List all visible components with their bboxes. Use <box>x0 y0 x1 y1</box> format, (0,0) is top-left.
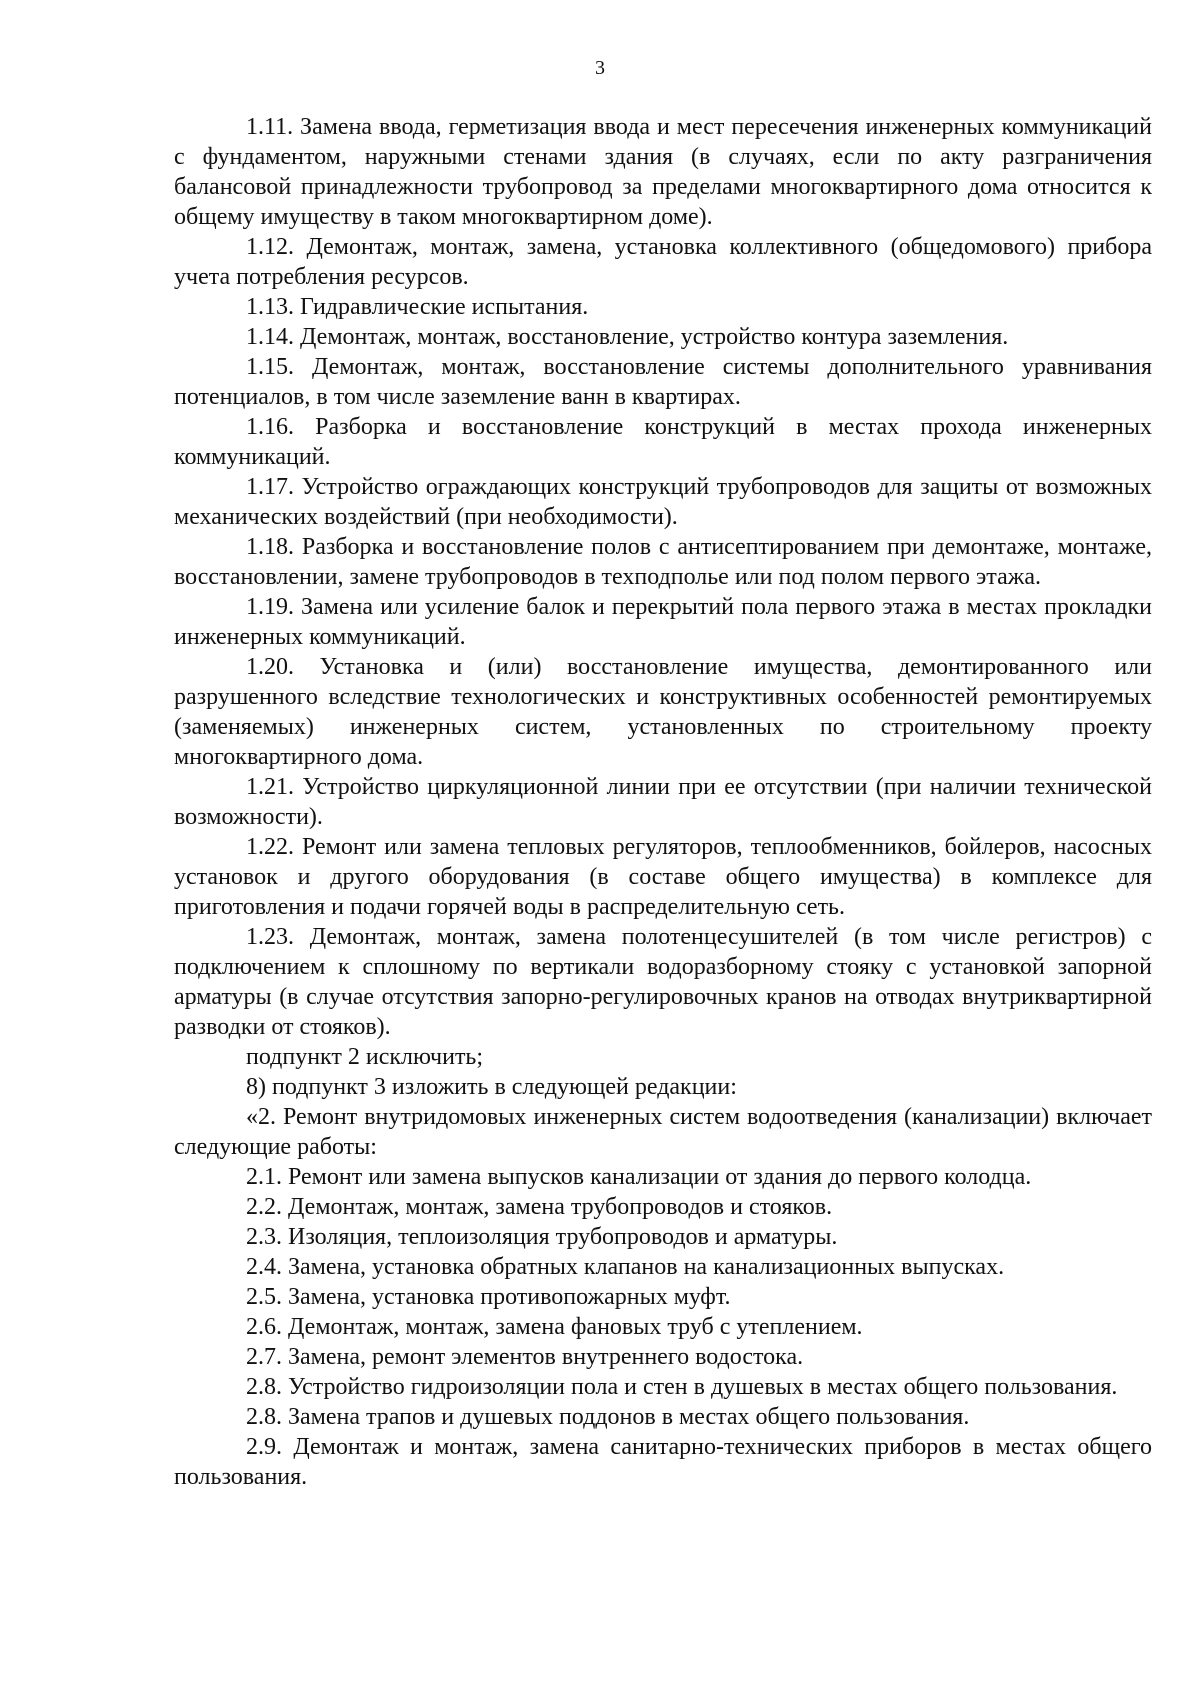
paragraph-2-3: 2.3. Изоляция, теплоизоляция трубопроводов и арматуры. <box>246 1224 838 1250</box>
paragraph-1-16: 1.16. Разборка и восстановление конструкций в местах прохода инженерных коммуникаций. <box>174 414 1152 470</box>
paragraph-1-19: 1.19. Замена или усиление балок и перекрытий пола первого этажа в местах прокладки инженерных коммуникаций. <box>174 594 1152 650</box>
paragraph-2-2: 2.2. Демонтаж, монтаж, замена трубопроводов и стояков. <box>246 1194 833 1220</box>
paragraph-1-15: 1.15. Демонтаж, монтаж, восстановление системы дополнительного уравнивания потенциалов, в том числе заземление ванн в квартирах. <box>174 354 1152 410</box>
paragraph-1-14: 1.14. Демонтаж, монтаж, восстановление, устройство контура заземления. <box>246 324 1009 350</box>
paragraph-1-21: 1.21. Устройство циркуляционной линии при ее отсутствии (при наличии технической возможности). <box>174 774 1152 830</box>
paragraph-1-18: 1.18. Разборка и восстановление полов с антисептированием при демонтаже, монтаже, восстановлении, замене трубопроводов в техподполье или под полом первого этажа. <box>174 534 1152 590</box>
paragraph-2-8a: 2.8. Устройство гидроизоляции пола и стен в душевых в местах общего пользования. <box>246 1374 1118 1400</box>
paragraph-2-5: 2.5. Замена, установка противопожарных муфт. <box>246 1284 731 1310</box>
paragraph-2-6: 2.6. Демонтаж, монтаж, замена фановых труб с утеплением. <box>246 1314 863 1340</box>
page-number: 3 <box>595 57 605 79</box>
paragraph-1-22: 1.22. Ремонт или замена тепловых регуляторов, теплообменников, бойлеров, насосных установок и другого оборудования (в составе общего имущества) в комплексе для приготовления и подачи горячей воды в распределительную сеть. <box>174 834 1152 920</box>
paragraph-1-23: 1.23. Демонтаж, монтаж, замена полотенцесушителей (в том числе регистров) с подключением к сплошному по вертикали водоразборному стояку с установкой запорной арматуры (в случае отсутствия запорно-регулировочных кранов на отводах внутриквартирной разводки от стояков). <box>174 924 1152 1040</box>
paragraph-2-4: 2.4. Замена, установка обратных клапанов на канализационных выпусках. <box>246 1254 1005 1280</box>
paragraph-2-9: 2.9. Демонтаж и монтаж, замена санитарно-технических приборов в местах общего пользования. <box>174 1434 1152 1490</box>
paragraph-subpoint-2-exclude: подпункт 2 исключить; <box>246 1044 484 1070</box>
paragraph-1-12: 1.12. Демонтаж, монтаж, замена, установка коллективного (общедомового) прибора учета потребления ресурсов. <box>174 234 1152 290</box>
paragraph-1-17: 1.17. Устройство ограждающих конструкций трубопроводов для защиты от возможных механических воздействий (при необходимости). <box>174 474 1152 530</box>
paragraph-2-7: 2.7. Замена, ремонт элементов внутреннего водостока. <box>246 1344 804 1370</box>
paragraph-item-8: 8) подпункт 3 изложить в следующей редакции: <box>246 1074 737 1100</box>
paragraph-2-1: 2.1. Ремонт или замена выпусков канализации от здания до первого колодца. <box>246 1164 1032 1190</box>
document-body <box>174 112 1152 1492</box>
paragraph-1-11: 1.11. Замена ввода, герметизация ввода и мест пересечения инженерных коммуникаций с фундаментом, наружными стенами здания (в случаях, если по акту разграничения балансовой принадлежности трубопровод за пределами многоквартирного дома относится к общему имуществу в таком многоквартирном доме). <box>174 114 1152 230</box>
paragraph-1-13: 1.13. Гидравлические испытания. <box>246 294 589 320</box>
paragraph-section-2-heading: «2. Ремонт внутридомовых инженерных систем водоотведения (канализации) включает следующие работы: <box>174 1104 1152 1160</box>
paragraph-1-20: 1.20. Установка и (или) восстановление имущества, демонтированного или разрушенного вследствие технологических и конструктивных особенностей ремонтируемых (заменяемых) инженерных систем, установленных по строительному проекту многоквартирного дома. <box>174 654 1152 770</box>
paragraph-2-8b: 2.8. Замена трапов и душевых поддонов в местах общего пользования. <box>246 1404 970 1430</box>
